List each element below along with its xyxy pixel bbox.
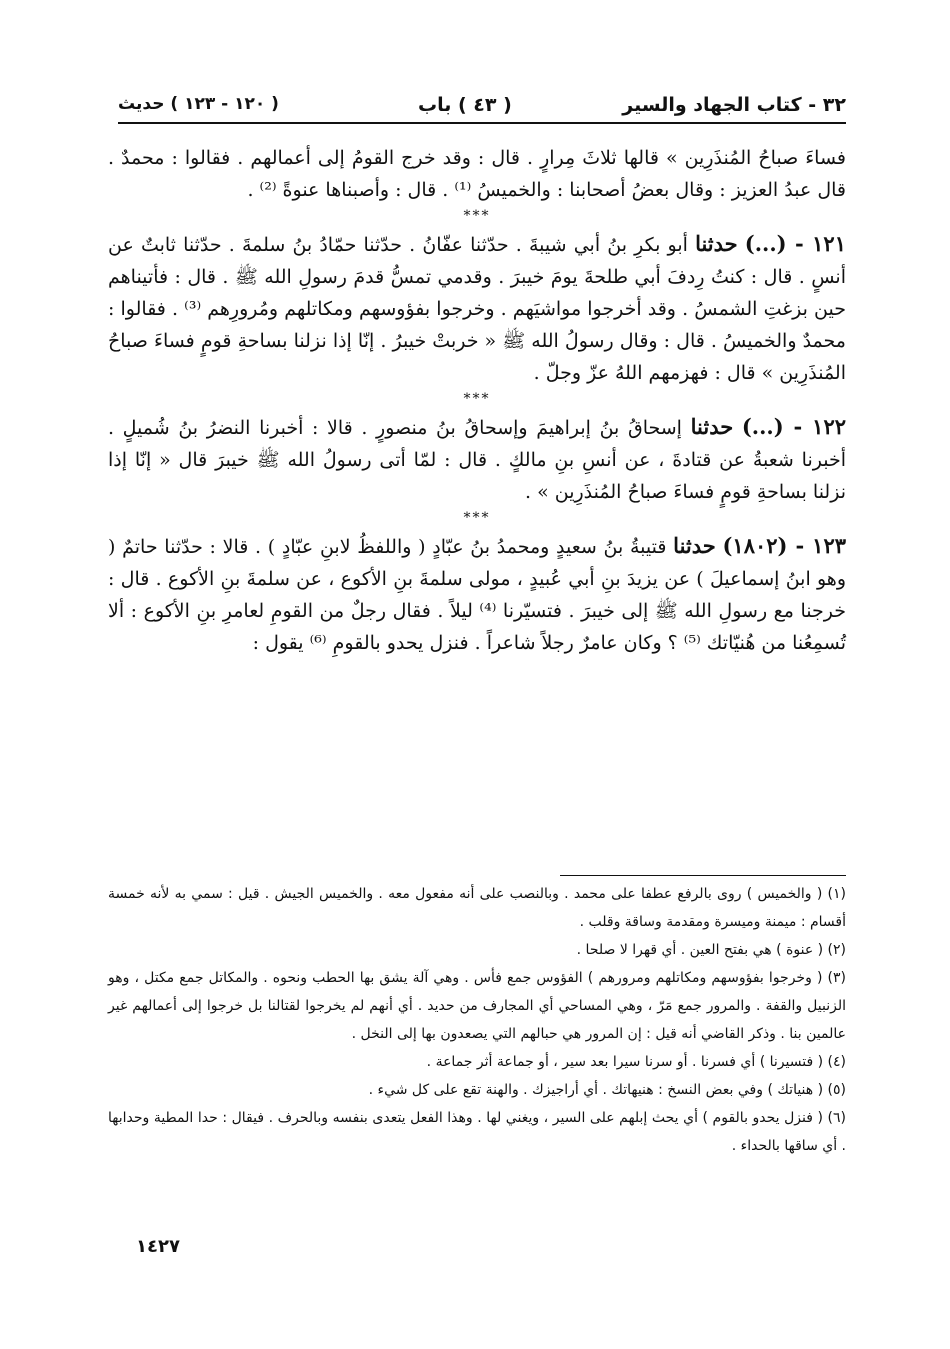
intro-paragraph: فساءَ صباحُ المُنذَرِين » قالها ثلاثَ مِرارٍ . قال : وقد خرج القومُ إلى أعمالهم . فقالوا : محمدٌ . قال عبدُ العزيز : وقال بعضُ أصحابنا : والخميسُ ⁽¹⁾ . قال : وأصبناها عنوةً ⁽²⁾ . xyxy=(108,147,846,201)
hadith-121 xyxy=(108,228,846,389)
running-header xyxy=(118,92,846,124)
book-title: ٣٢ - كتاب الجهاد والسير xyxy=(622,94,846,116)
page-number: ١٤٢٧ xyxy=(136,1236,180,1257)
hadith-number: ١٢٣ - (١٨٠٢) xyxy=(722,533,847,558)
footnote-5: (٥) ( هنياتك ) وفي بعض النسخ : هنيهاتك . أي أراجيزك . والهنة تقع على كل شيء . xyxy=(368,1082,846,1098)
footnote-6: (٦) ( فنزل يحدو بالقوم ) أي يحث إبلهم على السير ، ويغني لها . وهذا الفعل يتعدى بنفسه وبالحرف . فيقال : حدا المطية وحدابها . أي ساقها بالحداء . xyxy=(108,1110,846,1154)
narration-word: حدثنا xyxy=(690,414,734,439)
footnote-4: (٤) ( فتسيرنا ) أي فسرنا . أو سرنا سيرا بعد سير ، أو جماعة أثر جماعة . xyxy=(426,1054,846,1070)
hadith-123 xyxy=(108,530,846,659)
narration-word: حدثنا xyxy=(695,231,738,256)
section-separator: *** xyxy=(463,208,491,224)
chapter-label: ( ٤٣ ) باب xyxy=(418,94,512,116)
footnote-1: (١) ( والخميس ) روى بالرفع عطفا على محمد . وبالنصب على أنه مفعول معه . والخميس الجيش . قيل : سمي به لأنه خمسة أقسام : ميمنة وميسرة ومقدمة وساقة وقلب . xyxy=(108,886,846,930)
hadith-range: ( ١٢٠ - ١٢٣ ) حديث xyxy=(118,94,279,114)
hadith-122 xyxy=(108,411,846,508)
hadith-number: ١٢٢ - (...) xyxy=(741,414,847,439)
footnote-3: (٣) ( وخرجوا بفؤوسهم ومكاتلهم ومرورهم ) الفؤوس جمع فأس . وهي آلة يشق بها الحطب ونحوه . والمكاتل جمع مكتل ، وهو الزنبيل والقفة . والمرور جمع مَرّ ، وهي المساحي أي المجارف من حديد . أي أنهم لم يخرجوا لقتالنا بل خرجوا إلى أعمالهم غير عالمين بنا . وذكر القاضي أنه قيل : إن المرور هي حبالهم التي يصعدون بها إلى النخل . xyxy=(108,970,846,1042)
hadith-text: أبو بكرِ بنُ أبي شيبةَ . حدّثنا عفّانُ . حدّثنا حمّادُ بنُ سلمةَ . حدّثنا ثابتٌ عن أنسٍ . قال : كنتُ رِدفَ أبي طلحةَ يومَ خيبرَ . وقدمي تمسُّ قدمَ رسولِ الله ﷺ . قال : فأتيناهم حين بزغتِ الشمسُ . وقد أخرجوا مواشيَهم . وخرجوا بفؤوسهم ومكاتلهم ومُرورِهم ⁽³⁾ . فقالوا : محمدٌ والخميسُ . قال : وقال رسولُ الله ﷺ « خربتْ خيبرُ . إنّا إذا نزلنا بساحةِ قومٍ فساءَ صباحُ المُنذَرِين » قال : فهزمهم اللهُ عزّ وجلّ . xyxy=(108,234,846,384)
section-separator: *** xyxy=(463,391,491,407)
footnote-divider xyxy=(560,875,846,876)
footnotes xyxy=(108,880,846,1160)
footnote-2: (٢) ( عنوة ) هي بفتح العين . أي قهرا لا صلحا . xyxy=(576,942,846,958)
main-text xyxy=(108,142,846,659)
narration-word: حدثنا xyxy=(673,533,716,558)
hadith-number: ١٢١ - (...) xyxy=(744,231,846,256)
hadith-text: إسحاقُ بنُ إبراهيمَ وإسحاقُ بنُ منصورٍ . قالا : أخبرنا النضرُ بنُ شُميلٍ . أخبرنا شعبةُ عن قتادةَ ، عن أنسِ بنِ مالكٍ . قال : لمّا أتى رسولُ الله ﷺ خيبرَ قال « إنّا إذا نزلنا بساحةِ قومٍ فساءَ صباحُ المُنذَرِين » . xyxy=(108,417,846,503)
hadith-text: قتيبةُ بنُ سعيدٍ ومحمدُ بنُ عبّادٍ ( واللفظُ لابنِ عبّادٍ ) . قالا : حدّثنا حاتمٌ ( وهو ابنُ إسماعيلَ ) عن يزيدَ بنِ أبي عُبيدٍ ، مولى سلمةَ بنِ الأكوع ، عن سلمةَ بنِ الأكوع . قال : خرجنا مع رسولِ الله ﷺ إلى خيبرَ . فتسيّرنا ⁽⁴⁾ ليلاً . فقال رجلٌ من القومِ لعامرِ بنِ الأكوع : ألا تُسمِعُنا من هُنيّاتك ⁽⁵⁾ ؟ وكان عامرٌ رجلاً شاعراً . فنزل يحدو بالقومِ ⁽⁶⁾ يقول : xyxy=(108,536,846,654)
section-separator: *** xyxy=(463,510,491,526)
